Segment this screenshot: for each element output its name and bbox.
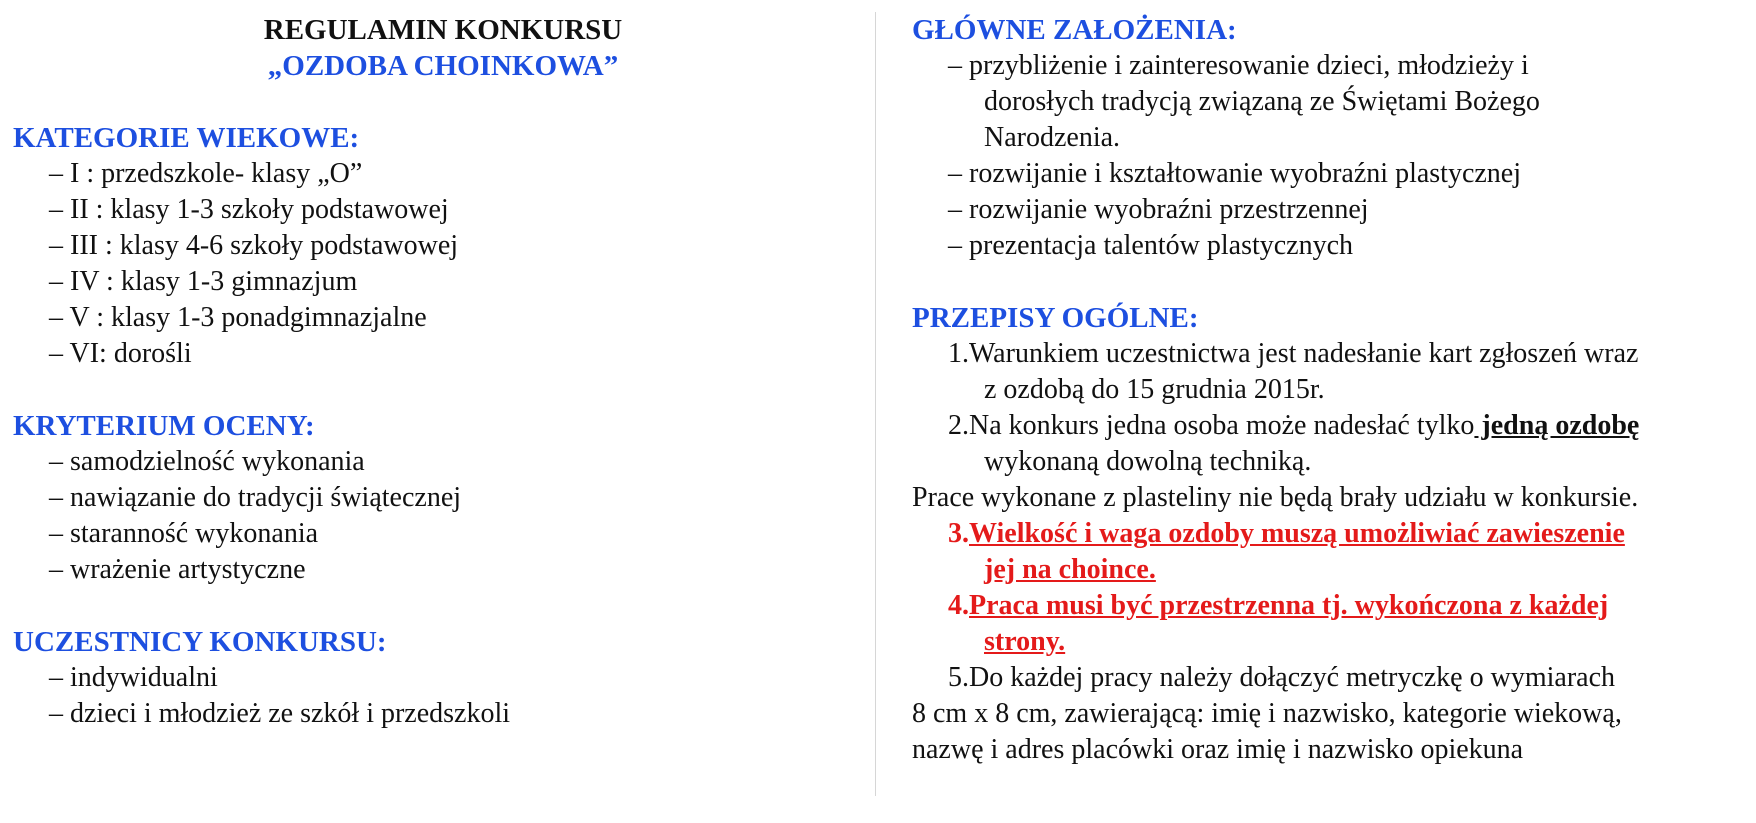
- rule-2-text: 2.Na konkurs jedna osoba może nadesłać tylko: [948, 410, 1475, 441]
- left-column: [13, 0, 873, 732]
- rule-1: 1.Warunkiem uczestnictwa jest nadesłanie kart zgłoszeń wraz: [948, 338, 1639, 369]
- list-item-continuation: dorosłych tradycją związaną ze Świętami Bożego: [984, 86, 1540, 117]
- rule-4-text-continuation: strony.: [984, 626, 1066, 657]
- list-item: – indywidualni: [49, 662, 218, 693]
- list-item: – VI: dorośli: [49, 338, 192, 369]
- rule-4-continuation: [912, 624, 1752, 660]
- list-item: – prezentacja talentów plastycznych: [948, 230, 1354, 261]
- rule-2-continuation: wykonaną dowolną techniką.: [984, 446, 1312, 477]
- section-heading-przepisy: PRZEPISY OGÓLNE:: [912, 302, 1199, 334]
- list-item: – I : przedszkole- klasy „O”: [49, 158, 363, 189]
- rule-5-continuation: nazwę i adres placówki oraz imię i nazwisko opiekuna: [912, 734, 1524, 765]
- list-item: – przybliżenie i zainteresowanie dzieci, młodzieży i: [948, 50, 1529, 81]
- rule-5: 5.Do każdej pracy należy dołączyć metryczkę o wymiarach: [948, 662, 1615, 693]
- document-title: REGULAMIN KONKURSU: [263, 14, 623, 46]
- list-item: – nawiązanie do tradycji świątecznej: [49, 482, 462, 513]
- list-item-continuation: Narodzenia.: [984, 122, 1121, 153]
- section-heading-uczestnicy: UCZESTNICY KONKURSU:: [13, 626, 387, 658]
- contest-name: „OZDOBA CHOINKOWA”: [267, 50, 619, 82]
- list-item: – II : klasy 1-3 szkoły podstawowej: [49, 194, 449, 225]
- list-item: – rozwijanie i kształtowanie wyobraźni plastycznej: [948, 158, 1522, 189]
- section-heading-zalozenia: GŁÓWNE ZAŁOŻENIA:: [912, 14, 1237, 46]
- rule-3-continuation: [912, 552, 1752, 588]
- right-column: [912, 0, 1752, 768]
- rule-2-emphasis: jedną ozdobę: [1474, 410, 1640, 441]
- rule-5-continuation: 8 cm x 8 cm, zawierającą: imię i nazwisko, kategorie wiekową,: [912, 698, 1622, 729]
- section-heading-kryterium: KRYTERIUM OCENY:: [13, 410, 315, 442]
- list-item: – samodzielność wykonania: [49, 446, 365, 477]
- rule-4: [912, 588, 1752, 624]
- rule-3-text-continuation: jej na choince.: [984, 554, 1156, 585]
- list-item: – wrażenie artystyczne: [49, 554, 306, 585]
- rule-4-text: Praca musi być przestrzenna tj. wykończona z każdej: [969, 590, 1609, 621]
- rule-3: [912, 516, 1752, 552]
- list-item: – rozwijanie wyobraźni przestrzennej: [948, 194, 1369, 225]
- column-divider: [875, 12, 876, 796]
- rule-4-number: 4.: [948, 590, 969, 621]
- rule-1-continuation: z ozdobą do 15 grudnia 2015r.: [984, 374, 1325, 405]
- rule-3-text: Wielkość i waga ozdoby muszą umożliwiać zawieszenie: [969, 518, 1625, 549]
- section-heading-kategorie: KATEGORIE WIEKOWE:: [13, 122, 360, 154]
- list-item: – staranność wykonania: [49, 518, 319, 549]
- list-item: – IV : klasy 1-3 gimnazjum: [49, 266, 358, 297]
- rule-note: Prace wykonane z plasteliny nie będą brały udziału w konkursie.: [912, 482, 1639, 513]
- rule-2: [912, 408, 1752, 444]
- rule-3-number: 3.: [948, 518, 969, 549]
- list-item: – V : klasy 1-3 ponadgimnazjalne: [49, 302, 427, 333]
- list-item: – dzieci i młodzież ze szkół i przedszkoli: [49, 698, 511, 729]
- list-item: – III : klasy 4-6 szkoły podstawowej: [49, 230, 459, 261]
